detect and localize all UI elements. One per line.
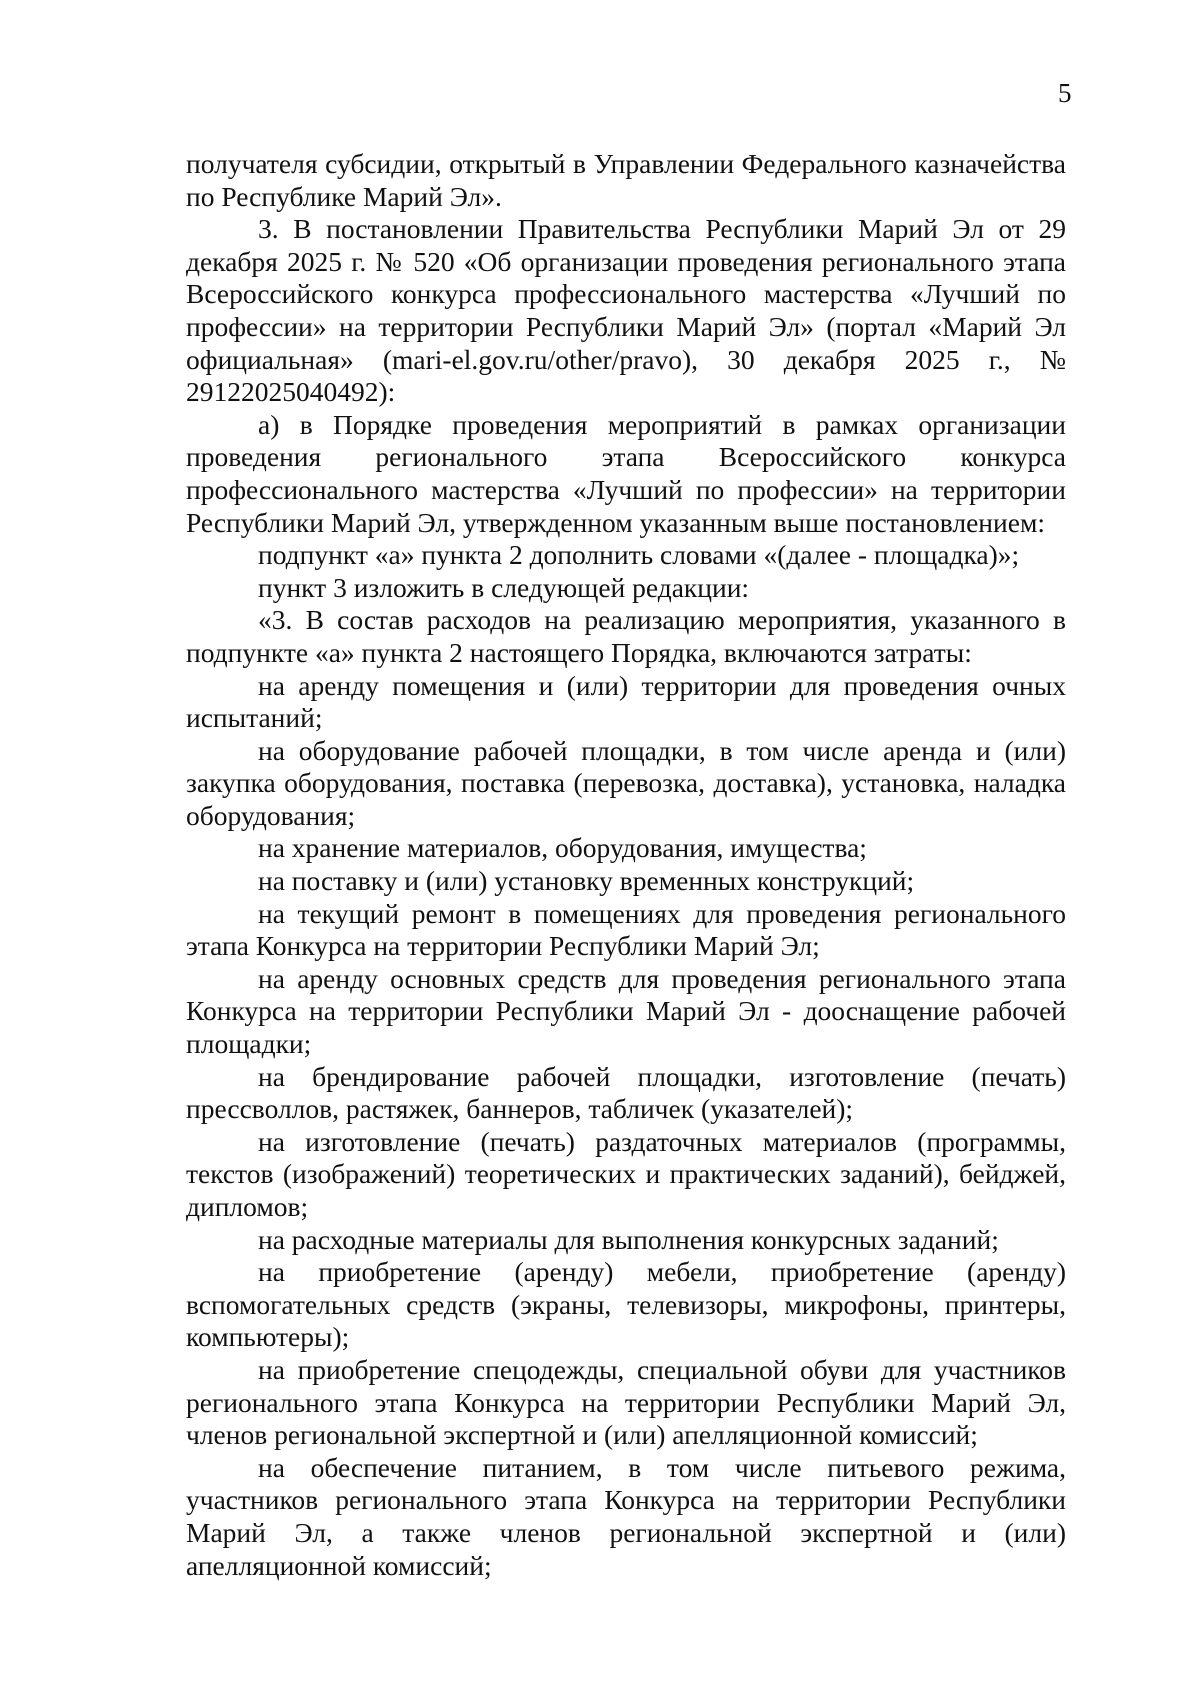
list-item-expense: на оборудование рабочей площадки, в том числе аренда и (или) закупка оборудования, поставка (перевозка, доставка), установка, наладка оборудования;	[186, 734, 1066, 831]
list-item-expense: на текущий ремонт в помещениях для проведения регионального этапа Конкурса на территории Республики Марий Эл;	[186, 897, 1066, 962]
list-item-expense: на расходные материалы для выполнения конкурсных заданий;	[258, 1223, 999, 1255]
list-item-expense: на изготовление (печать) раздаточных материалов (программы, текстов (изображений) теоретических и практических заданий), бейджей, дипломов;	[186, 1125, 1066, 1222]
list-item-expense: на поставку и (или) установку временных конструкций;	[258, 865, 915, 897]
list-item-expense: на аренду основных средств для проведения регионального этапа Конкурса на территории Республики Марий Эл - дооснащение рабочей площадки;	[186, 962, 1066, 1060]
paragraph-amend-point-3: пункт 3 изложить в следующей редакции:	[258, 571, 750, 603]
list-item-expense: на хранение материалов, оборудования, имущества;	[258, 832, 867, 864]
paragraph-new-point-3: «3. В состав расходов на реализацию мероприятия, указанного в подпункте «а» пункта 2 настоящего Порядка, включаются затраты:	[186, 604, 1066, 668]
list-item-expense: на обеспечение питанием, в том числе питьевого режима, участников регионального этапа Конкурса на территории Республики Марий Эл, а также членов региональной экспертной и (или) апелляционной комиссий;	[186, 1451, 1066, 1581]
paragraph-amend-subpoint: подпункт «а» пункта 2 дополнить словами «(далее - площадка)»;	[258, 539, 1020, 571]
document-body	[186, 148, 1066, 1582]
list-item-expense: на приобретение (аренду) мебели, приобретение (аренду) вспомогательных средств (экраны, телевизоры, микрофоны, принтеры, компьютеры);	[186, 1256, 1066, 1353]
page-number: 5	[1058, 78, 1072, 108]
paragraph-subitem-a: а) в Порядке проведения мероприятий в рамках организации проведения регионального этапа Всероссийского конкурса профессионального мастерства «Лучший по профессии» на территории Республики Марий Эл, утвержденном указанным выше постановлением:	[186, 408, 1066, 538]
list-item-expense: на аренду помещения и (или) территории для проведения очных испытаний;	[186, 669, 1066, 734]
list-item-expense: на брендирование рабочей площадки, изготовление (печать) прессволлов, растяжек, баннеров, табличек (указателей);	[186, 1060, 1066, 1125]
list-item-expense: на приобретение спецодежды, специальной обуви для участников регионального этапа Конкурса на территории Республики Марий Эл, членов региональной экспертной и (или) апелляционной комиссий;	[186, 1353, 1066, 1451]
paragraph-item-3: 3. В постановлении Правительства Республики Марий Эл от 29 декабря 2025 г. № 520 «Об организации проведения регионального этапа Всероссийского конкурса профессионального мастерства «Лучший по профессии» на территории Республики Марий Эл» (портал «Марий Эл официальная» (mari-el.gov.ru/other/pravo), 30 декабря 2025 г., № 29122025040492):	[186, 213, 1066, 408]
paragraph-continuation: получателя субсидии, открытый в Управлении Федерального казначейства по Республике Марий Эл».	[186, 148, 1066, 212]
